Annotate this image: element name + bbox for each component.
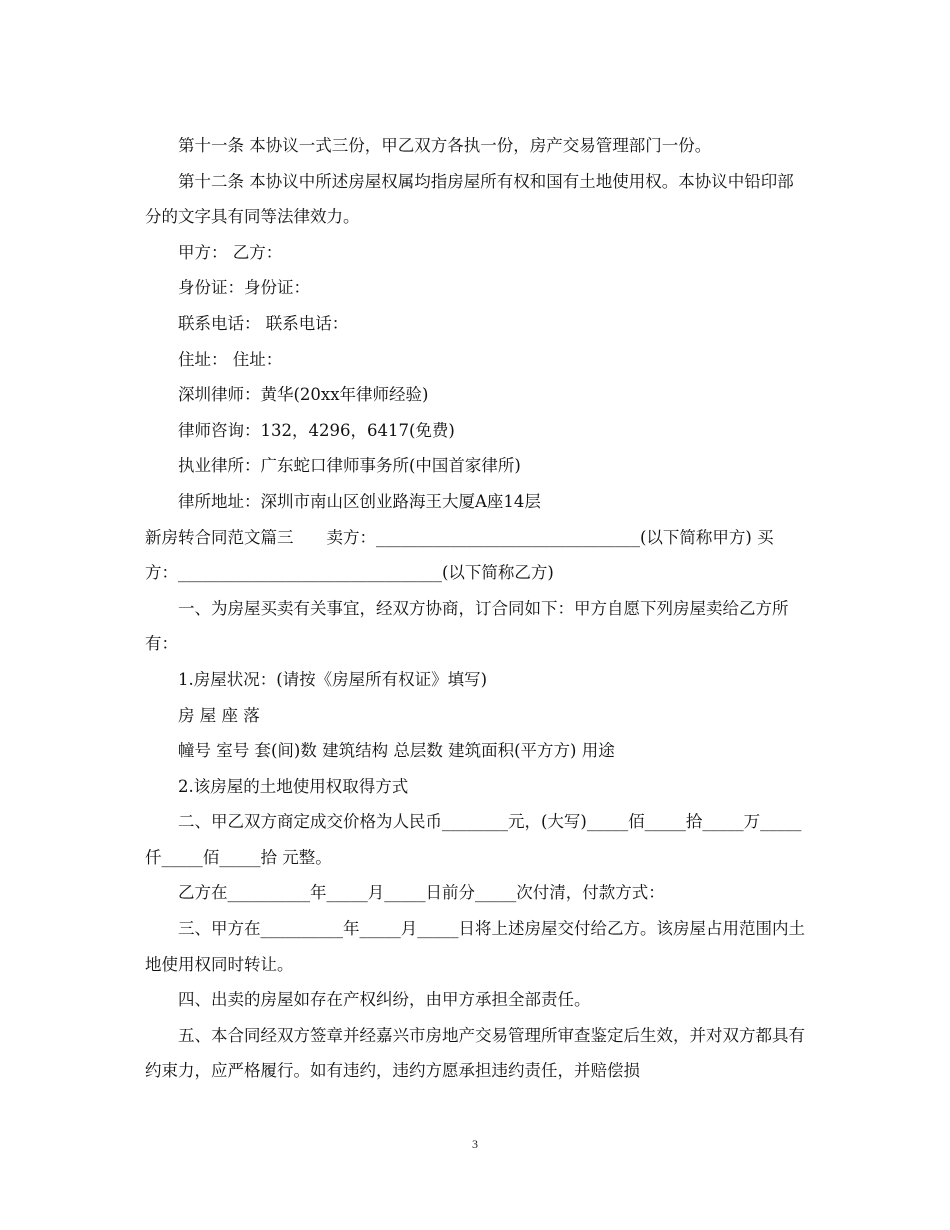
paragraph-phone: 联系电话： 联系电话： xyxy=(178,313,349,333)
paragraph-section-3: 三、甲方在__________年_____月_____日将上述房屋交付给乙方。该房屋占用范围内土地使用权同时转让。 xyxy=(145,919,805,974)
paragraph-lawyer: 深圳律师：黄华(20xx年律师经验) xyxy=(178,385,429,405)
paragraph-lawyer-consult: 律师咨询：132，4296，6417(免费) xyxy=(178,420,455,440)
paragraph-house-location: 房 屋 座 落 xyxy=(178,705,260,725)
page-number: 3 xyxy=(472,1137,478,1151)
paragraph-section-5: 五、本合同经双方签章并经嘉兴市房地产交易管理所审查鉴定后生效，并对双方都具有约束力，应严格履行。如有违约，违约方愿承担违约责任，并赔偿损 xyxy=(145,1025,805,1081)
paragraph-article-12: 第十二条 本协议中所述房屋权属均指房屋所有权和国有土地使用权。本协议中铅印部分的文字具有同等法律效力。 xyxy=(145,171,794,227)
paragraph-firm-address: 律所地址：深圳市南山区创业路海王大厦A座14层 xyxy=(178,491,541,511)
paragraph-parties: 甲方： 乙方： xyxy=(178,242,283,262)
paragraph-payment: 乙方在__________年_____月_____日前分_____次付清，付款方式： xyxy=(178,883,665,903)
paragraph-law-firm: 执业律所：广东蛇口律师事务所(中国首家律所) xyxy=(178,456,521,476)
paragraph-section-2: 二、甲乙双方商定成交价格为人民币________元，(大写)_____佰_____拾_____万_____仟_____佰_____拾 元整。 xyxy=(145,812,802,867)
document-body xyxy=(145,128,805,1089)
paragraph-article-11: 第十一条 本协议一式三份，甲乙双方各执一份，房产交易管理部门一份。 xyxy=(178,136,712,155)
paragraph-section-1: 一、为房屋买卖有关事宜，经双方协商，订合同如下：甲方自愿下列房屋卖给乙方所有： xyxy=(145,598,789,654)
paragraph-contract-three-heading: 新房转合同范文篇三 卖方：________________________________(以下简称甲方) 买方：________________________________(以下简称乙方) xyxy=(145,527,774,583)
paragraph-address: 住址： 住址： xyxy=(178,349,283,369)
paragraph-house-status: 1.房屋状况：(请按《房屋所有权证》填写) xyxy=(178,669,488,689)
paragraph-land-use: 2.该房屋的土地使用权取得方式 xyxy=(178,776,409,796)
paragraph-house-fields: 幢号 室号 套(间)数 建筑结构 总层数 建筑面积(平方方) 用途 xyxy=(178,741,615,761)
paragraph-section-4: 四、出卖的房屋如存在产权纠纷，由甲方承担全部责任。 xyxy=(178,990,591,1010)
paragraph-id-card: 身份证：身份证： xyxy=(178,278,310,298)
